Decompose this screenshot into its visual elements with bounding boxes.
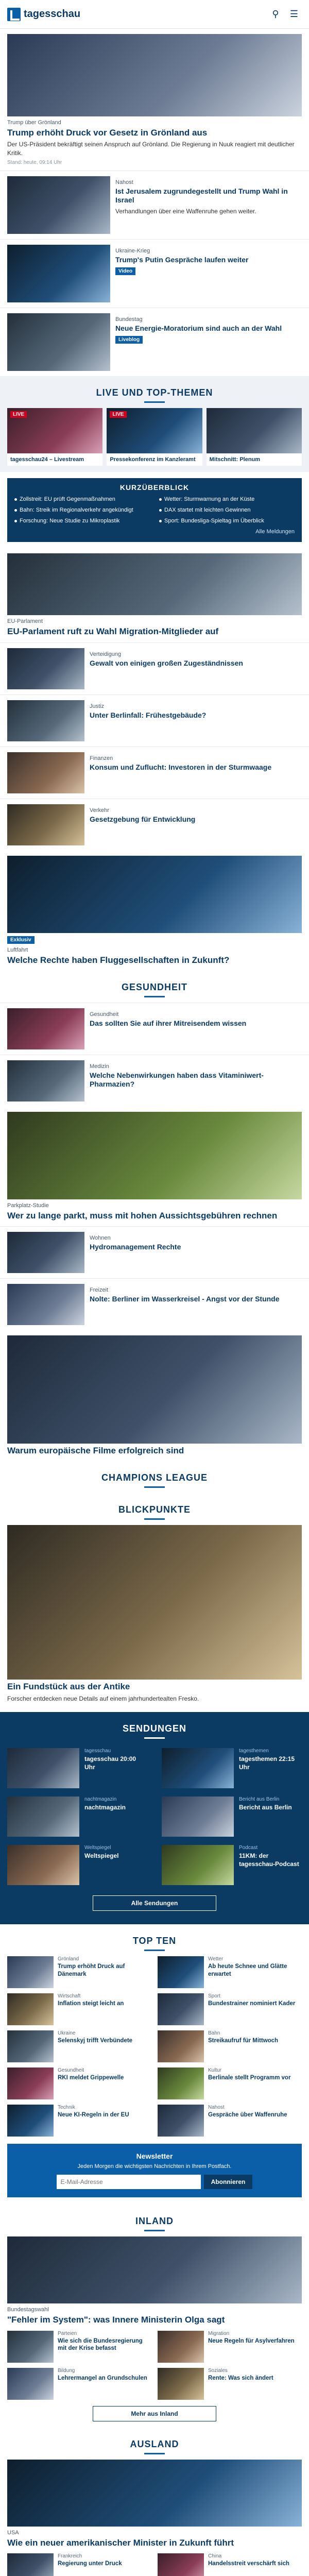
hero-teaser[interactable] <box>0 29 309 171</box>
topten-kicker: Nahost <box>208 2105 225 2111</box>
inland-headline: Rente: Was sich ändert <box>208 2375 273 2381</box>
ausland-lead[interactable] <box>0 2460 309 2553</box>
sendung-item[interactable] <box>154 1744 309 1792</box>
teaser-headline[interactable]: Neue Energie-Moratorium sind auch an der Wahl <box>115 324 282 332</box>
sendung-image <box>162 1797 234 1837</box>
gesundheit-title <box>0 971 309 1003</box>
blickpunkte-title <box>0 1493 309 1525</box>
live-title-text: LIVE UND TOP-THEMEN <box>96 387 213 398</box>
inland-kicker: Parteien <box>58 2330 77 2336</box>
teaser-image <box>7 804 84 845</box>
topten-item[interactable] <box>158 2067 302 2099</box>
teaser-image <box>7 752 84 793</box>
champions-league-title[interactable] <box>0 1461 309 1493</box>
live-card-label: tagesschau24 – Livestream <box>10 456 84 463</box>
topten-item[interactable] <box>158 1956 302 1988</box>
kurz-title: KURZÜBERBLICK <box>119 483 190 492</box>
menu-icon[interactable]: ☰ <box>289 9 299 19</box>
teaser-image <box>7 245 110 302</box>
teaser-kicker: Verkehr <box>90 807 109 814</box>
news-kicker: Luftfahrt <box>7 946 28 953</box>
inland-kicker: Bildung <box>58 2367 75 2374</box>
news-headline[interactable]: Warum europäische Filme erfolgreich sind <box>7 1446 184 1456</box>
sendung-kicker: nachtmagazin <box>84 1797 117 1803</box>
topten-headline: Neue KI-Regeln in der EU <box>58 2112 129 2119</box>
news-kicker: EU-Parlament <box>7 618 43 625</box>
teaser-headline[interactable]: Nolte: Berliner im Wasserkreisel - Angst vor der Stunde <box>90 1295 280 1303</box>
title-rule <box>144 1486 165 1488</box>
inland-lead-image <box>7 2236 302 2303</box>
ausland-lead-image <box>7 2460 302 2527</box>
teaser-headline[interactable]: Gesetzgebung für Entwicklung <box>90 815 196 823</box>
topten-image <box>158 2030 204 2062</box>
ausland-title-text: AUSLAND <box>130 2438 179 2449</box>
inland-item[interactable] <box>7 2331 151 2363</box>
news-kicker: USA <box>7 2529 19 2536</box>
blickpunkte-title-text: BLICKPUNKTE <box>118 1504 191 1515</box>
teaser-kicker: Wohnen <box>90 1235 111 1242</box>
news-headline[interactable]: Welche Rechte haben Fluggesellschaften in Zukunft? <box>7 955 230 965</box>
ausland-kicker: Frankreich <box>58 2553 82 2559</box>
live-image <box>107 408 202 453</box>
sendung-kicker: Podcast <box>239 1845 258 1851</box>
inland-headline: Wie sich die Bundesregierung mit der Krise befasst <box>58 2337 143 2352</box>
inland-item[interactable] <box>158 2331 302 2363</box>
topten-kicker: Grönland <box>58 1956 79 1962</box>
topten-kicker: Gesundheit <box>58 2067 84 2074</box>
gesundheit-title-text: GESUNDHEIT <box>121 981 187 992</box>
brand-mark-icon <box>7 8 21 21</box>
list-item[interactable] <box>0 1003 309 1055</box>
teaser-image <box>7 700 84 741</box>
sendung-item[interactable] <box>0 1744 154 1792</box>
sendung-image <box>7 1845 79 1885</box>
inland-kicker: Soziales <box>208 2367 228 2374</box>
topten-kicker: Sport <box>208 1993 220 1999</box>
newsletter-text: Jeden Morgen die wichtigsten Nachrichten in Ihrem Postfach. <box>77 2163 232 2170</box>
kurz-item[interactable]: DAX startet mit leichten Gewinnen <box>159 506 295 514</box>
teaser-kicker: Ukraine-Krieg <box>115 247 150 254</box>
news-kicker: Bundestagswahl <box>7 2307 49 2313</box>
sendung-title: 11KM: der tagesschau-Podcast <box>239 1852 299 1868</box>
title-rule <box>144 2453 165 2454</box>
inland-lead[interactable] <box>0 2236 309 2330</box>
kurz-more-link[interactable]: Alle Meldungen <box>255 529 295 535</box>
title-rule <box>144 1737 165 1739</box>
teaser-kicker: Nahost <box>115 179 133 185</box>
brand-name: tagesschau <box>24 8 81 20</box>
news-headline[interactable]: Wer zu lange parkt, muss mit hohen Aussichtsgebühren rechnen <box>7 1210 278 1221</box>
topten-item[interactable] <box>7 2105 151 2137</box>
topten-headline: Inflation steigt leicht an <box>58 2001 124 2007</box>
kurz-item[interactable]: Bahn: Streik im Regionalverkehr angekündigt <box>14 506 150 514</box>
kurz-item[interactable]: Sport: Bundesliga-Spieltag im Überblick <box>159 517 295 525</box>
teaser-image <box>7 648 84 689</box>
parking-feature[interactable] <box>0 1107 309 1226</box>
topten-headline: Streikaufruf für Mittwoch <box>208 2038 279 2044</box>
blickpunkte-headline[interactable]: Ein Fundstück aus der Antike <box>7 1682 130 1692</box>
inland-item[interactable] <box>158 2368 302 2400</box>
sendung-kicker: tagesthemen <box>239 1748 269 1754</box>
topten-image <box>7 2105 54 2137</box>
brand-logo[interactable] <box>7 8 80 21</box>
live-card-label: Pressekonferenz im Kanzleramt <box>110 456 196 463</box>
topten-item[interactable] <box>7 2030 151 2062</box>
topten-grid <box>0 1956 309 2137</box>
topten-image <box>7 1993 54 2025</box>
inland-title-text: INLAND <box>135 2216 174 2227</box>
ausland-grid <box>0 2553 309 2576</box>
topten-item[interactable] <box>7 1956 151 1988</box>
kurzueberblick-box <box>7 478 302 543</box>
live-card-label: Mitschnitt: Plenum <box>209 456 261 463</box>
sendung-image <box>7 1797 79 1837</box>
hero-kicker: Trump über Grönland <box>7 120 61 126</box>
sendung-item[interactable] <box>0 1792 154 1841</box>
teaser-kicker: Freizeit <box>90 1287 109 1294</box>
teaser-headline[interactable]: Konsum und Zuflucht: Investoren in der Sturmwaage <box>90 762 272 771</box>
inland-title <box>0 2205 309 2236</box>
sendung-title: tagesthemen 22:15 Uhr <box>239 1755 295 1771</box>
teaser-image <box>7 176 110 234</box>
ausland-image <box>7 2553 54 2576</box>
hero-meta: Stand: heute, 09:14 Uhr <box>7 159 62 165</box>
sendung-kicker: tagesschau <box>84 1748 111 1754</box>
topten-kicker: Ukraine <box>58 2030 76 2037</box>
kurz-list <box>14 496 295 525</box>
topten-kicker: Wirtschaft <box>58 1993 81 1999</box>
news-headline[interactable]: "Fehler im System": was Innere Ministerin Olga sagt <box>7 2315 225 2325</box>
list-item[interactable] <box>0 239 309 308</box>
news-lead[interactable] <box>0 548 309 642</box>
inland-image <box>7 2331 54 2363</box>
ausland-item[interactable] <box>158 2553 302 2576</box>
sendung-item[interactable] <box>0 1841 154 1889</box>
topten-item[interactable] <box>7 1993 151 2025</box>
kurz-item[interactable]: Wetter: Sturmwarnung an der Küste <box>159 496 295 503</box>
topten-item[interactable] <box>158 2105 302 2137</box>
list-item[interactable] <box>0 171 309 239</box>
hero-image <box>7 34 302 116</box>
list-item[interactable] <box>0 799 309 851</box>
inland-image <box>7 2368 54 2400</box>
sendung-item[interactable] <box>154 1841 309 1889</box>
inland-image <box>158 2331 204 2363</box>
ausland-item[interactable] <box>7 2553 151 2576</box>
teaser-headline[interactable]: Unter Berlinfall: Frühestgebäude? <box>90 710 207 719</box>
inland-headline: Neue Regeln für Asylverfahren <box>208 2337 295 2344</box>
topten-headline: Bundestrainer nominiert Kader <box>208 2001 296 2007</box>
hero-teaser-text: Der US-Präsident bekräftigt seinen Anspruch auf Grönland. Die Regierung in Nuuk reagiert mit deutlicher Kritik. <box>7 141 295 157</box>
topten-title <box>0 1924 309 1956</box>
newsletter-title: Newsletter <box>136 2152 173 2161</box>
gala-image <box>7 1335 302 1444</box>
sendungen-title <box>0 1712 309 1744</box>
news-feature[interactable] <box>0 851 309 971</box>
ausland-title <box>0 2428 309 2460</box>
list-item[interactable] <box>0 1278 309 1330</box>
title-rule <box>144 401 165 403</box>
topten-image <box>7 1956 54 1988</box>
newsletter-submit-button[interactable]: Abonnieren <box>204 2175 253 2189</box>
live-card[interactable] <box>107 408 202 466</box>
live-image <box>207 408 302 453</box>
topten-image <box>7 2030 54 2062</box>
sendung-title: tagesschau 20:00 Uhr <box>84 1755 136 1771</box>
list-item[interactable] <box>0 308 309 376</box>
teaser-image <box>7 313 110 371</box>
blickpunkte-caption: Forscher entdecken neue Details auf einem jahrhundertealten Fresko. <box>7 1694 199 1702</box>
sendung-title: Weltspiegel <box>84 1852 119 1860</box>
site-header <box>0 0 309 29</box>
teaser-kicker: Bundestag <box>115 316 143 323</box>
list-item[interactable] <box>0 1055 309 1107</box>
inland-grid <box>0 2331 309 2400</box>
blickpunkte-feature[interactable] <box>0 1525 309 1703</box>
news-feature-image <box>7 856 302 933</box>
ausland-headline: Regierung unter Druck <box>58 2560 122 2567</box>
gala-feature[interactable] <box>0 1330 309 1461</box>
kurz-item[interactable]: Zollstreit: EU prüft Gegenmaßnahmen <box>14 496 150 503</box>
teaser-headline[interactable]: Das sollten Sie auf ihrer Mitreisendem wissen <box>90 1019 247 1027</box>
hero-headline[interactable]: Trump erhöht Druck vor Gesetz in Grönland aus <box>7 128 208 138</box>
mehr-inland-button[interactable]: Mehr aus Inland <box>93 2406 216 2421</box>
newsletter-box <box>7 2144 302 2197</box>
news-lead-image <box>7 553 302 615</box>
teaser-image <box>7 1060 84 1101</box>
teaser-headline[interactable]: Hydromanagement Rechte <box>90 1243 181 1251</box>
live-badge: LIVE <box>10 411 27 418</box>
sendung-title: nachtmagazin <box>84 1804 126 1811</box>
teaser-kicker: Gesundheit <box>90 1011 119 1018</box>
news-kicker: Parkplatz-Studie <box>7 1202 49 1209</box>
inland-kicker: Migration <box>208 2330 230 2336</box>
title-rule <box>144 1518 165 1520</box>
teaser-text: Verhandlungen über eine Waffenruhe gehen weiter. <box>115 207 256 215</box>
sendung-item[interactable] <box>154 1792 309 1841</box>
topten-item[interactable] <box>158 2030 302 2062</box>
topten-headline: Berlinale stellt Programm vor <box>208 2075 291 2081</box>
sendung-kicker: Bericht aus Berlin <box>239 1797 280 1803</box>
list-item[interactable] <box>0 1226 309 1278</box>
inland-headline: Lehrermangel an Grundschulen <box>58 2375 147 2381</box>
topten-headline: Ab heute Schnee und Glätte erwartet <box>208 1963 287 1977</box>
topten-image <box>158 2067 204 2099</box>
topten-kicker: Wetter <box>208 1956 224 1962</box>
alle-sendungen-button[interactable]: Alle Sendungen <box>93 1895 216 1911</box>
teaser-kicker: Finanzen <box>90 755 113 761</box>
teaser-image <box>7 1284 84 1325</box>
live-card[interactable] <box>7 408 102 466</box>
topten-headline: Trump erhöht Druck auf Dänemark <box>58 1963 125 1977</box>
list-item[interactable] <box>0 694 309 747</box>
exklusiv-badge: Exklusiv <box>7 936 35 944</box>
inland-image <box>158 2368 204 2400</box>
topten-item[interactable] <box>7 2067 151 2099</box>
teaser-headline[interactable]: Trump's Putin Gespräche laufen weiter <box>115 255 249 264</box>
news-headline[interactable]: EU-Parlament ruft zu Wahl Migration-Mitglieder auf <box>7 626 219 637</box>
list-item[interactable] <box>0 747 309 799</box>
topten-image <box>158 1956 204 1988</box>
teaser-headline[interactable]: Gewalt von einigen großen Zugeständnissen <box>90 658 243 667</box>
inland-item[interactable] <box>7 2368 151 2400</box>
kurz-item[interactable]: Forschung: Neue Studie zu Mikroplastik <box>14 517 150 525</box>
live-section <box>0 376 309 472</box>
sendung-image <box>162 1845 234 1885</box>
video-badge: Video <box>115 267 135 275</box>
topten-image <box>158 2105 204 2137</box>
newsletter-email-input[interactable] <box>57 2175 201 2189</box>
topten-headline: Selenskyj trifft Verbündete <box>58 2038 133 2044</box>
live-card[interactable] <box>207 408 302 466</box>
sendungen-section <box>0 1712 309 1924</box>
topten-kicker: Technik <box>58 2105 75 2111</box>
search-icon[interactable]: ⚲ <box>272 9 279 19</box>
topten-headline: Gespräche über Waffenruhe <box>208 2112 287 2119</box>
live-image <box>7 408 102 453</box>
liveblog-badge: Liveblog <box>115 336 143 344</box>
topten-title-text: TOP TEN <box>132 1936 177 1946</box>
ausland-headline: Handelsstreit verschärft sich <box>208 2560 289 2567</box>
topten-image <box>158 1993 204 2025</box>
sendungen-title-text: SENDUNGEN <box>122 1723 186 1734</box>
live-badge: LIVE <box>110 411 126 418</box>
sendung-title: Bericht aus Berlin <box>239 1804 292 1811</box>
parking-image <box>7 1112 302 1199</box>
champions-title-text: CHAMPIONS LEAGUE <box>101 1472 208 1483</box>
sendung-image <box>7 1748 79 1788</box>
live-section-title <box>0 376 309 408</box>
topten-kicker: Kultur <box>208 2067 222 2074</box>
teaser-kicker: Medizin <box>90 1063 109 1070</box>
blickpunkte-image <box>7 1525 302 1680</box>
topten-item[interactable] <box>158 1993 302 2025</box>
teaser-headline[interactable]: Welche Nebenwirkungen haben dass Vitaminiwert-Pharmazien? <box>90 1071 264 1089</box>
teaser-kicker: Justiz <box>90 703 105 709</box>
teaser-image <box>7 1008 84 1049</box>
title-rule <box>144 1950 165 1951</box>
sendung-kicker: Weltspiegel <box>84 1845 111 1851</box>
teaser-headline[interactable]: Ist Jerusalem zugrundegestellt und Trump Wahl in Israel <box>115 187 288 205</box>
ausland-image <box>158 2553 204 2576</box>
topten-image <box>7 2067 54 2099</box>
teaser-kicker: Verteidigung <box>90 651 122 657</box>
title-rule <box>144 2230 165 2231</box>
ausland-kicker: China <box>208 2553 222 2559</box>
sendung-image <box>162 1748 234 1788</box>
title-rule <box>144 996 165 997</box>
topten-headline: RKI meldet Grippewelle <box>58 2075 124 2081</box>
list-item[interactable] <box>0 642 309 694</box>
teaser-image <box>7 1232 84 1273</box>
news-headline[interactable]: Wie ein neuer amerikanischer Minister in Zukunft führt <box>7 2537 234 2548</box>
topten-kicker: Bahn <box>208 2030 220 2037</box>
